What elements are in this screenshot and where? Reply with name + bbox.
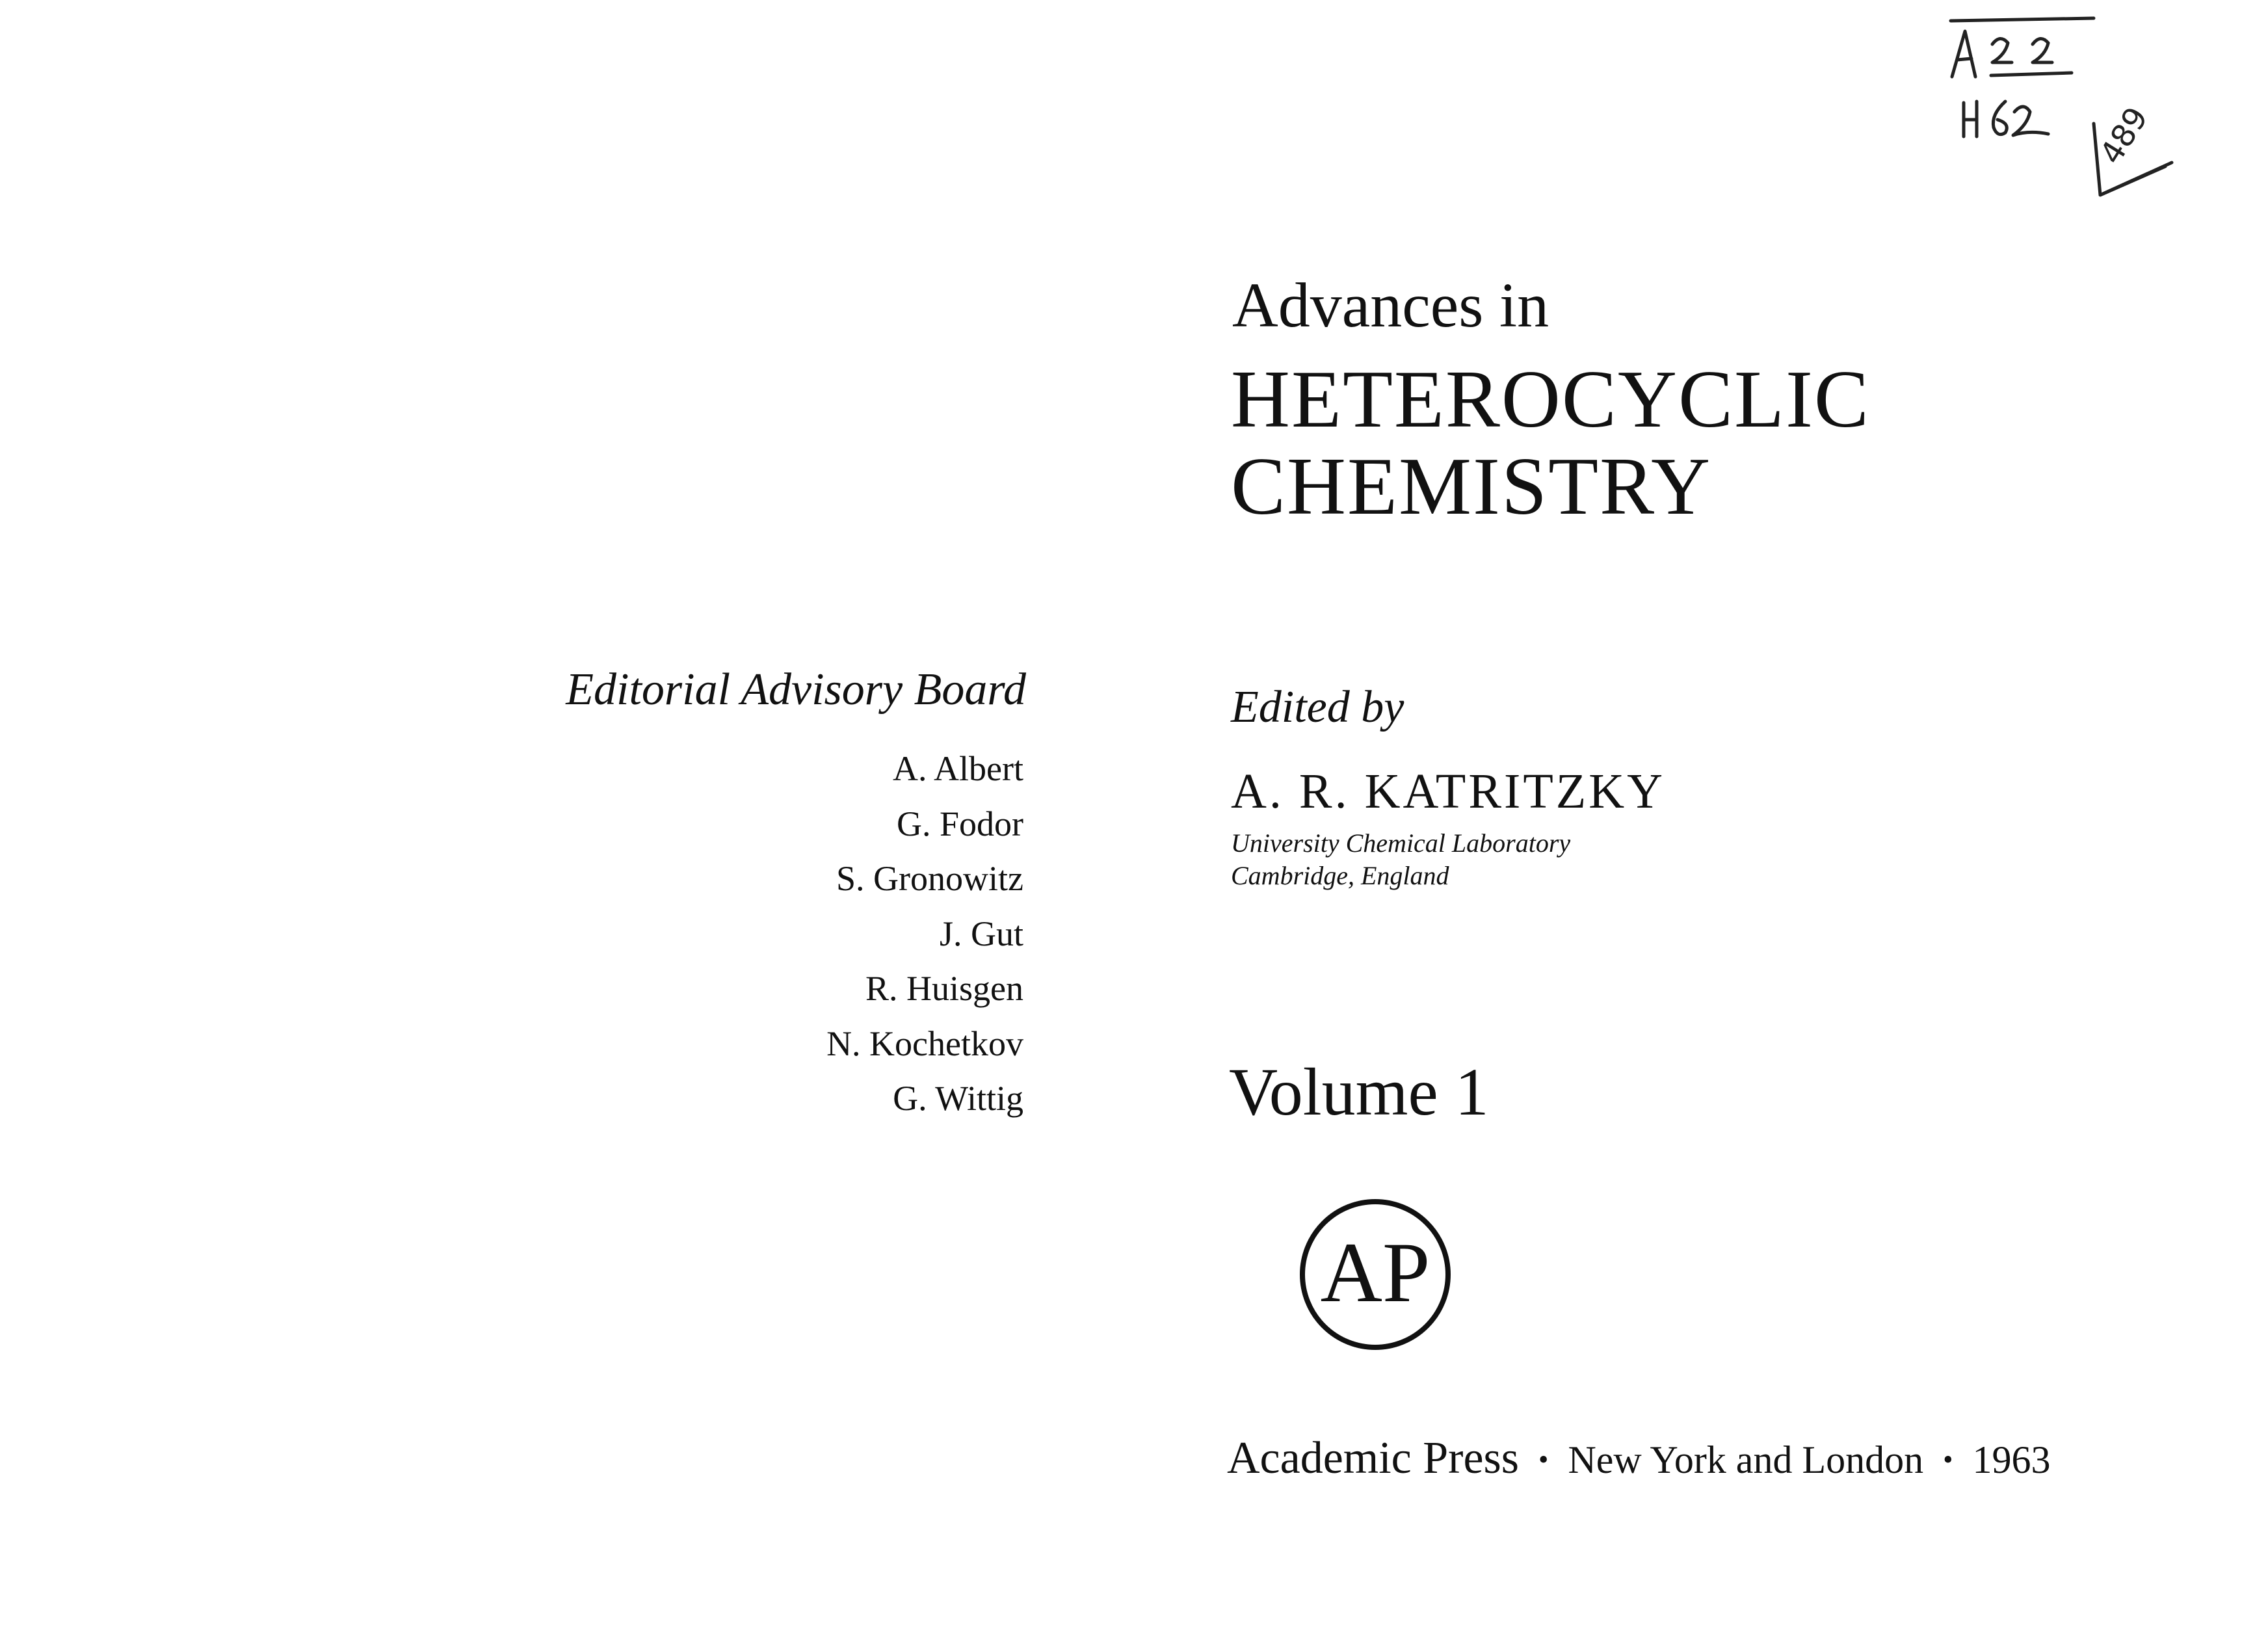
board-member: G. Wittig xyxy=(893,1079,1023,1118)
book-title-line-1: HETEROCYCLIC xyxy=(1231,354,1870,445)
advisory-board-list xyxy=(826,741,1023,1126)
publisher-cities: New York and London xyxy=(1568,1438,1924,1481)
imprint-separator-1: • xyxy=(1538,1444,1549,1475)
book-title xyxy=(1231,356,1870,531)
library-shelfmark-handwriting xyxy=(1938,0,2211,215)
series-prefix: Advances in xyxy=(1232,271,1549,341)
logo-letters: AP xyxy=(1320,1224,1431,1320)
academic-press-logo xyxy=(1287,1187,1463,1362)
imprint-line xyxy=(1227,1429,2051,1493)
publication-year: 1963 xyxy=(1972,1438,2051,1481)
board-member: N. Kochetkov xyxy=(826,1024,1023,1063)
board-member: S. Gronowitz xyxy=(836,859,1023,898)
board-member: R. Huisgen xyxy=(865,969,1023,1008)
volume-number: Volume 1 xyxy=(1229,1055,1489,1129)
board-member: G. Fodor xyxy=(896,804,1023,843)
editor-affiliation xyxy=(1231,827,1570,892)
editor-affiliation-institution: University Chemical Laboratory xyxy=(1231,828,1571,858)
advisory-board-heading: Editorial Advisory Board xyxy=(566,665,1026,715)
svg-text:489: 489 xyxy=(2092,100,2156,171)
board-member: A. Albert xyxy=(893,749,1023,788)
publisher-name: Academic Press xyxy=(1227,1433,1520,1483)
editor-affiliation-location: Cambridge, England xyxy=(1231,861,1449,890)
board-member: J. Gut xyxy=(939,914,1023,953)
book-title-line-2: CHEMISTRY xyxy=(1231,442,1712,532)
imprint-separator-2: • xyxy=(1943,1444,1953,1475)
editor-name: A. R. KATRITZKY xyxy=(1231,764,1665,819)
edited-by-label: Edited by xyxy=(1231,682,1404,732)
